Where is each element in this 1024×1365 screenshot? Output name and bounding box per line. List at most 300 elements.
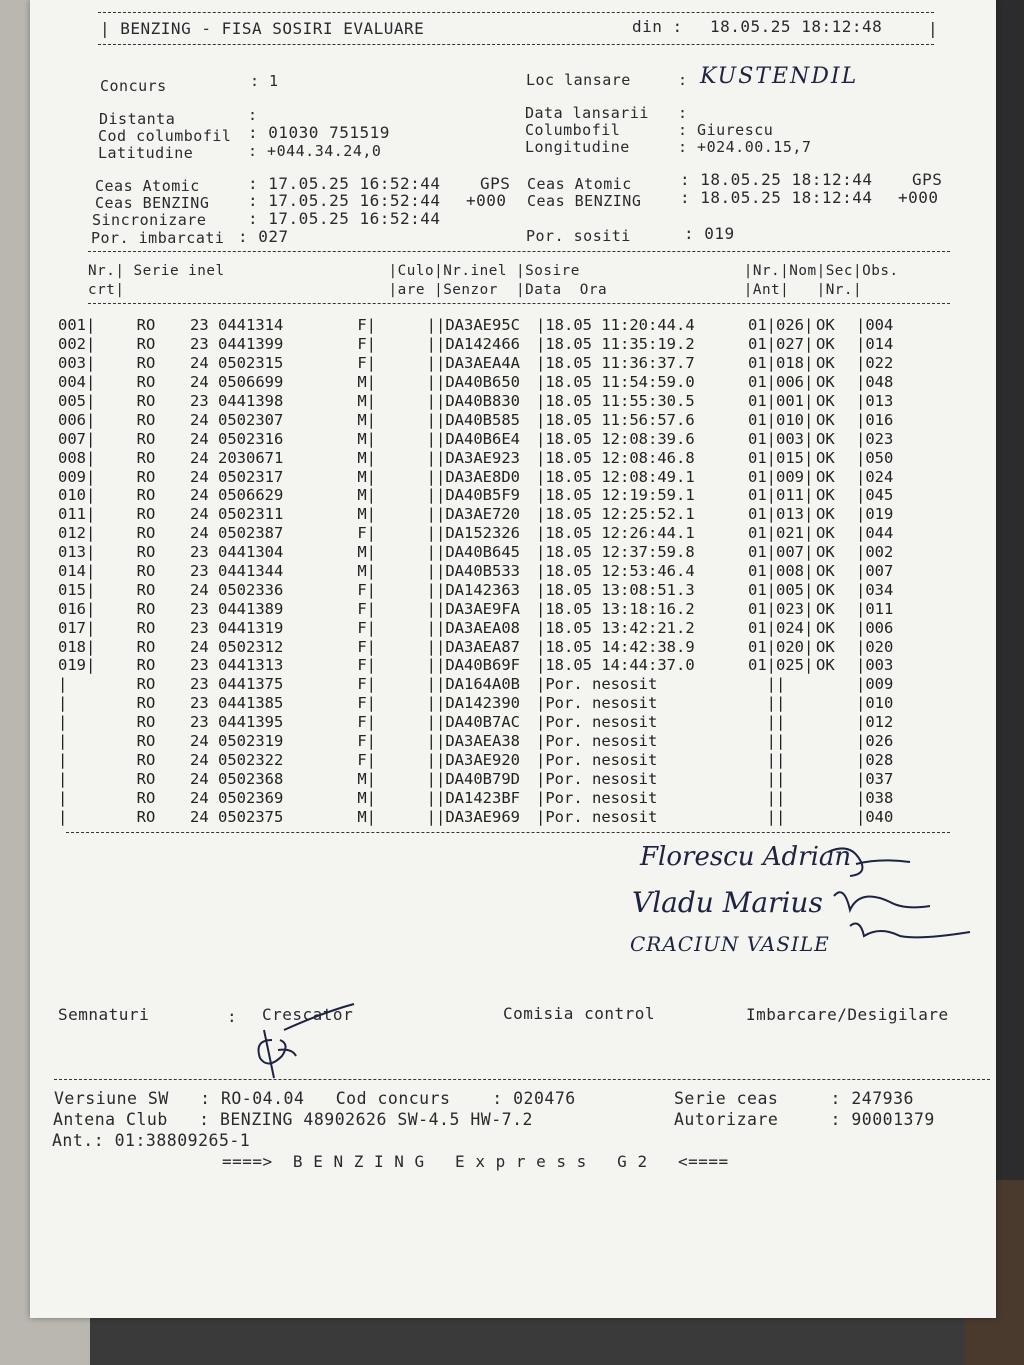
latitudine-label: Latitudine (98, 144, 194, 162)
sex-value: F (357, 656, 367, 675)
ceas-benzing-right-suffix: +000 (898, 188, 939, 207)
country-code-value: RO (136, 335, 156, 354)
antenna-number: 01| (747, 316, 776, 335)
sex: F| (357, 750, 376, 769)
nominal-number-value: 023 (776, 599, 804, 618)
security-status-value: OK (816, 392, 835, 410)
imbarcare-desigilare-label: Imbarcare/Desigilare (746, 1005, 949, 1024)
country-code (120, 807, 172, 826)
ceas-atomic-value: : 17.05.25 16:52:44 (248, 174, 441, 193)
observation: |012 (856, 713, 894, 732)
ring-serial-value: 23 0441313 (190, 656, 284, 675)
country-code (120, 637, 172, 656)
nominal-number: 027| (776, 335, 814, 354)
antenna-number-value: 01 (747, 467, 767, 486)
sex-value: M (357, 562, 367, 581)
antenna-number: 01| (747, 562, 776, 581)
nominal-number: | (776, 694, 786, 713)
sex: M| (357, 410, 376, 429)
arrival-time: |Por. nesosit (536, 788, 658, 807)
observation-value: 012 (865, 713, 894, 732)
country-code (120, 788, 172, 807)
antenna-number-value: 01 (747, 637, 767, 656)
ceas-benzing-label: Ceas BENZING (95, 194, 210, 212)
observation: |038 (856, 788, 894, 807)
table-row (58, 599, 906, 618)
country-code-value: RO (136, 448, 156, 467)
row-number: 004| (58, 373, 96, 392)
security-status (816, 410, 856, 429)
table-row (58, 713, 906, 732)
ring-serial-value: 24 0502375 (190, 807, 284, 826)
sensor-id-value: DA3AEA38 (445, 732, 520, 751)
longitudine-label: Longitudine (525, 138, 630, 156)
ring-serial (172, 335, 350, 354)
row-number: | (58, 807, 68, 826)
arrival-time-value: Por. nesosit (545, 769, 658, 788)
row-number: 003| (58, 354, 96, 373)
arrival-time: |Por. nesosit (536, 675, 658, 694)
footer-top-rule (54, 1079, 990, 1080)
arrival-time: |18.05 11:20:44.4 (536, 316, 695, 335)
observation-value: 038 (865, 788, 894, 807)
arrival-time: |18.05 11:36:37.7 (536, 354, 695, 373)
sensor-id: |DA3AEA4A (436, 354, 520, 373)
row-number: | (58, 675, 68, 694)
arrival-time: |18.05 14:44:37.0 (536, 656, 695, 675)
din-label: din : (632, 17, 683, 36)
sensor-id-value: DA3AE969 (445, 807, 520, 826)
table-row (58, 524, 906, 543)
nominal-number-value: 003 (776, 429, 804, 448)
color-cell: | (426, 373, 436, 392)
sex: F| (357, 580, 376, 599)
sex-value: F (357, 316, 367, 335)
arrival-time-value: 18.05 12:37:59.8 (545, 543, 695, 562)
security-status (816, 788, 856, 807)
country-code-value: RO (136, 486, 156, 505)
nominal-number: 011| (776, 486, 814, 505)
ring-serial (172, 448, 350, 467)
observation-value: 050 (865, 448, 894, 467)
country-code (120, 562, 172, 581)
security-status (816, 807, 856, 826)
arrival-time-value: 18.05 12:08:46.8 (545, 448, 695, 467)
arrival-time-value: 18.05 11:55:30.5 (545, 392, 695, 410)
observation-value: 044 (865, 524, 894, 543)
arrival-time: |18.05 12:08:39.6 (536, 429, 695, 448)
row-number: 010| (58, 486, 96, 505)
security-status (816, 562, 856, 581)
sensor-id-value: DA3AEA4A (445, 354, 520, 373)
arrival-time-value: Por. nesosit (545, 788, 658, 807)
table-row (58, 410, 906, 429)
ring-serial-value: 24 0502336 (190, 580, 284, 599)
cod-columbofil-label: Cod columbofil (98, 127, 232, 145)
country-code-value: RO (136, 580, 156, 599)
sensor-id-value: DA40B585 (445, 410, 520, 429)
country-code-value: RO (136, 410, 156, 429)
arrival-time-value: 18.05 11:36:37.7 (545, 354, 695, 373)
ring-serial (172, 543, 350, 562)
table-top-rule (88, 251, 950, 252)
table-row (58, 562, 906, 581)
ring-serial-value: 24 0502387 (190, 524, 284, 543)
security-status (816, 732, 856, 751)
table-row (58, 392, 906, 411)
nominal-number: 009| (776, 467, 814, 486)
security-status (816, 599, 856, 618)
nominal-number: 026| (776, 316, 814, 335)
sex: F| (357, 675, 376, 694)
security-status (816, 750, 856, 769)
row-number-value: 018 (58, 637, 86, 656)
antenna-number-value: 01 (747, 429, 767, 448)
observation-value: 009 (865, 675, 894, 694)
sensor-id-value: DA3AE9FA (445, 599, 520, 618)
table-row (58, 429, 906, 448)
row-number-value: 015 (58, 580, 86, 599)
color-cell: | (426, 732, 436, 751)
sex: M| (357, 543, 376, 562)
sex-value: F (357, 618, 367, 637)
sensor-id-value: DA3AE8D0 (445, 467, 520, 486)
observation: |050 (856, 448, 894, 467)
footer-brand: ====> B E N Z I N G E x p r e s s G 2 <==== (222, 1152, 729, 1171)
color-cell: | (426, 354, 436, 373)
sex-value: F (357, 732, 367, 751)
ring-serial (172, 580, 350, 599)
row-number-value: 005 (58, 392, 86, 410)
sensor-id: |DA40B645 (436, 543, 520, 562)
observation-value: 010 (865, 694, 894, 713)
ring-serial (172, 694, 350, 713)
antenna-number-value: 01 (747, 524, 767, 543)
table-row (58, 354, 906, 373)
nominal-number-value: 015 (776, 448, 804, 467)
row-number-value: 010 (58, 486, 86, 505)
distanta-value: : (248, 106, 258, 124)
country-code-value: RO (136, 543, 156, 562)
row-number: 018| (58, 637, 96, 656)
sex: F| (357, 656, 376, 675)
por-sositi-label: Por. sositi (526, 227, 631, 245)
antenna-number: 01| (747, 467, 776, 486)
color-cell: | (426, 448, 436, 467)
sensor-id: |DA3AE920 (436, 750, 520, 769)
nominal-number-value: 011 (776, 486, 804, 505)
security-status (816, 316, 856, 335)
sensor-id: |DA142466 (436, 335, 520, 354)
sex: M| (357, 505, 376, 524)
color-cell: | (426, 467, 436, 486)
antenna-number-value: 01 (747, 392, 767, 410)
sensor-id-value: DA142363 (445, 580, 520, 599)
sincronizare-value: : 17.05.25 16:52:44 (248, 209, 441, 228)
security-status (816, 335, 856, 354)
sensor-id: |DA40B7AC (436, 713, 520, 732)
observation: |007 (856, 562, 894, 581)
distanta-label: Distanta (99, 110, 176, 128)
row-number-value: 012 (58, 524, 86, 543)
security-status-value: OK (816, 656, 835, 675)
commission-signatures (820, 840, 990, 960)
nominal-number-value: 013 (776, 505, 804, 524)
color-cell: | (426, 316, 436, 335)
table-row (58, 467, 906, 486)
arrival-time-value: 18.05 13:18:16.2 (545, 599, 695, 618)
arrival-time-value: 18.05 12:25:52.1 (545, 505, 695, 524)
nominal-number: | (776, 713, 786, 732)
country-code (120, 543, 172, 562)
antenna-number: | (766, 788, 776, 807)
sex: F| (357, 618, 376, 637)
table-row (58, 505, 906, 524)
sensor-id: |DA142363 (436, 580, 520, 599)
row-number: 013| (58, 543, 96, 562)
arrival-time-value: 18.05 14:42:38.9 (545, 637, 695, 656)
sensor-id: |DA3AE9FA (436, 599, 520, 618)
sensor-id: |DA3AE720 (436, 505, 520, 524)
country-code-value: RO (136, 788, 156, 807)
security-status-value: OK (816, 467, 835, 486)
arrival-time-value: 18.05 13:42:21.2 (545, 618, 695, 637)
latitudine-value: : +044.34.24,0 (248, 142, 382, 160)
table-row (58, 732, 906, 751)
country-code-value: RO (136, 599, 156, 618)
row-number: 015| (58, 580, 96, 599)
antenna-number: | (766, 694, 776, 713)
row-number-value: 009 (58, 467, 86, 486)
sex: F| (357, 599, 376, 618)
security-status (816, 543, 856, 562)
row-number-value: 011 (58, 505, 86, 524)
security-status-value: OK (816, 637, 835, 656)
row-number-value: 004 (58, 373, 86, 392)
arrival-time-value: 18.05 13:08:51.3 (545, 580, 695, 599)
sex-value: M (357, 543, 367, 562)
sensor-id-value: DA40B69F (445, 656, 520, 675)
sex: F| (357, 316, 376, 335)
row-number-value: 003 (58, 354, 86, 373)
table-header-rule (88, 303, 950, 304)
sensor-id: |DA3AE969 (436, 807, 520, 826)
country-code-value: RO (136, 750, 156, 769)
sex-value: M (357, 410, 367, 429)
row-number: | (58, 732, 68, 751)
antenna-number: 01| (747, 335, 776, 354)
antenna-number-value: 01 (747, 354, 767, 373)
sex: M| (357, 807, 376, 826)
row-number: | (58, 788, 68, 807)
row-number-value: 007 (58, 429, 86, 448)
ring-serial (172, 599, 350, 618)
observation: |022 (856, 354, 894, 373)
sex-value: M (357, 429, 367, 448)
country-code-value: RO (136, 732, 156, 751)
country-code-value: RO (136, 562, 156, 581)
observation-value: 045 (865, 486, 894, 505)
nominal-number: 006| (776, 373, 814, 392)
antenna-number: | (766, 750, 776, 769)
ring-serial (172, 788, 350, 807)
arrival-time: |18.05 12:53:46.4 (536, 562, 695, 581)
row-number-value: 014 (58, 562, 86, 581)
nominal-number: 020| (776, 637, 814, 656)
security-status (816, 467, 856, 486)
ring-serial-value: 24 0502319 (190, 732, 284, 751)
country-code (120, 429, 172, 448)
ring-serial (172, 656, 350, 675)
ring-serial-value: 24 0506699 (190, 373, 284, 392)
arrival-time-value: 18.05 12:19:59.1 (545, 486, 695, 505)
row-number: 007| (58, 429, 96, 448)
security-status (816, 392, 856, 411)
sensor-id-value: DA3AE720 (445, 505, 520, 524)
arrival-time: |Por. nesosit (536, 807, 658, 826)
sex-value: M (357, 769, 367, 788)
antenna-number-value: 01 (747, 335, 767, 354)
country-code (120, 316, 172, 335)
observation-value: 002 (865, 543, 894, 562)
security-status (816, 675, 856, 694)
security-status-value: OK (816, 316, 835, 335)
nominal-number: 025| (776, 656, 814, 675)
security-status (816, 373, 856, 392)
country-code (120, 335, 172, 354)
nominal-number-value: 025 (776, 656, 804, 675)
arrival-time-value: 18.05 12:08:49.1 (545, 467, 695, 486)
security-status (816, 769, 856, 788)
country-code-value: RO (136, 505, 156, 524)
sex: M| (357, 769, 376, 788)
table-row (58, 580, 906, 599)
row-number: 009| (58, 467, 96, 486)
country-code (120, 694, 172, 713)
sensor-id-value: DA3AE95C (445, 316, 520, 335)
color-cell: | (426, 335, 436, 354)
ring-serial-value: 24 0502312 (190, 637, 284, 656)
country-code-value: RO (136, 392, 156, 410)
security-status-value: OK (816, 429, 835, 448)
sensor-id-value: DA3AE920 (445, 750, 520, 769)
ring-serial (172, 524, 350, 543)
sensor-id-value: DA142466 (445, 335, 520, 354)
sex-value: F (357, 694, 367, 713)
color-cell: | (426, 429, 436, 448)
observation: |034 (856, 580, 894, 599)
ring-serial-value: 23 0441344 (190, 562, 284, 581)
sex-value: F (357, 524, 367, 543)
sex: F| (357, 524, 376, 543)
country-code-value: RO (136, 637, 156, 656)
antenna-number: 01| (747, 486, 776, 505)
sex: M| (357, 373, 376, 392)
table-row (58, 618, 906, 637)
nominal-number: 021| (776, 524, 814, 543)
loc-lansare-sep: : (678, 71, 688, 89)
por-sositi-value: : 019 (684, 224, 735, 243)
table-row (58, 448, 906, 467)
arrival-time: |18.05 13:08:51.3 (536, 580, 695, 599)
ring-serial (172, 750, 350, 769)
table-row (58, 486, 906, 505)
antenna-number: 01| (747, 505, 776, 524)
ceas-atomic-suffix: GPS (480, 174, 511, 193)
sensor-id: |DA1423BF (436, 788, 520, 807)
observation: |026 (856, 732, 894, 751)
sensor-id-value: DA40B5F9 (445, 486, 520, 505)
row-number: 005| (58, 392, 96, 410)
arrival-time: |Por. nesosit (536, 750, 658, 769)
footer-antenna: Ant.: 01:38809265-1 (52, 1131, 251, 1150)
ring-serial (172, 505, 350, 524)
document-title: | BENZING - FISA SOSIRI EVALUARE (100, 19, 425, 38)
arrivals-table (58, 316, 906, 826)
color-cell: | (426, 392, 436, 410)
arrival-time-value: 18.05 11:35:19.2 (545, 335, 695, 354)
country-code (120, 750, 172, 769)
ceas-atomic-right-suffix: GPS (912, 170, 943, 189)
sex-value: M (357, 392, 367, 410)
antenna-number: 01| (747, 392, 776, 410)
header-bottom-rule (98, 44, 934, 45)
observation: |006 (856, 618, 894, 637)
ring-serial-value: 24 2030671 (190, 448, 284, 467)
sensor-id: |DA3AEA87 (436, 637, 520, 656)
ring-serial (172, 410, 350, 429)
arrivals-table-body (58, 316, 906, 826)
antenna-number: 01| (747, 656, 776, 675)
sensor-id-value: DA40B830 (445, 392, 520, 410)
nominal-number: | (776, 675, 786, 694)
arrival-time: |18.05 11:54:59.0 (536, 373, 695, 392)
ring-serial (172, 392, 350, 411)
arrival-time-value: 18.05 11:20:44.4 (545, 316, 695, 335)
antenna-number: | (766, 713, 776, 732)
concurs-label: Concurs (100, 77, 167, 95)
security-status-value: OK (816, 373, 835, 392)
antenna-number: 01| (747, 543, 776, 562)
color-cell: | (426, 543, 436, 562)
ring-serial-value: 24 0506629 (190, 486, 284, 505)
country-code-value: RO (136, 656, 156, 675)
arrival-time-value: Por. nesosit (545, 807, 658, 826)
arrival-time: |18.05 11:56:57.6 (536, 410, 695, 429)
footer-line2-right: Autorizare : 90001379 (674, 1110, 935, 1129)
arrival-time: |18.05 13:42:21.2 (536, 618, 695, 637)
sincronizare-label: Sincronizare (92, 211, 207, 229)
sex: F| (357, 354, 376, 373)
ring-serial-value: 23 0441395 (190, 713, 284, 732)
color-cell: | (426, 524, 436, 543)
nominal-number-value: 005 (776, 580, 804, 599)
sex-value: M (357, 807, 367, 826)
table-row (58, 750, 906, 769)
sensor-id-value: DA164A0B (445, 675, 520, 694)
ring-serial-value: 24 0502311 (190, 505, 284, 524)
sensor-id: |DA40B5F9 (436, 486, 520, 505)
row-number-value: 017 (58, 618, 86, 637)
sensor-id-value: DA152326 (445, 524, 520, 543)
sensor-id-value: DA3AEA08 (445, 618, 520, 637)
arrival-time-value: 18.05 12:53:46.4 (545, 562, 695, 581)
arrival-time-value: Por. nesosit (545, 675, 658, 694)
arrival-time: |Por. nesosit (536, 713, 658, 732)
observation-value: 034 (865, 580, 894, 599)
table-row (58, 807, 906, 826)
arrival-time-value: Por. nesosit (545, 750, 658, 769)
